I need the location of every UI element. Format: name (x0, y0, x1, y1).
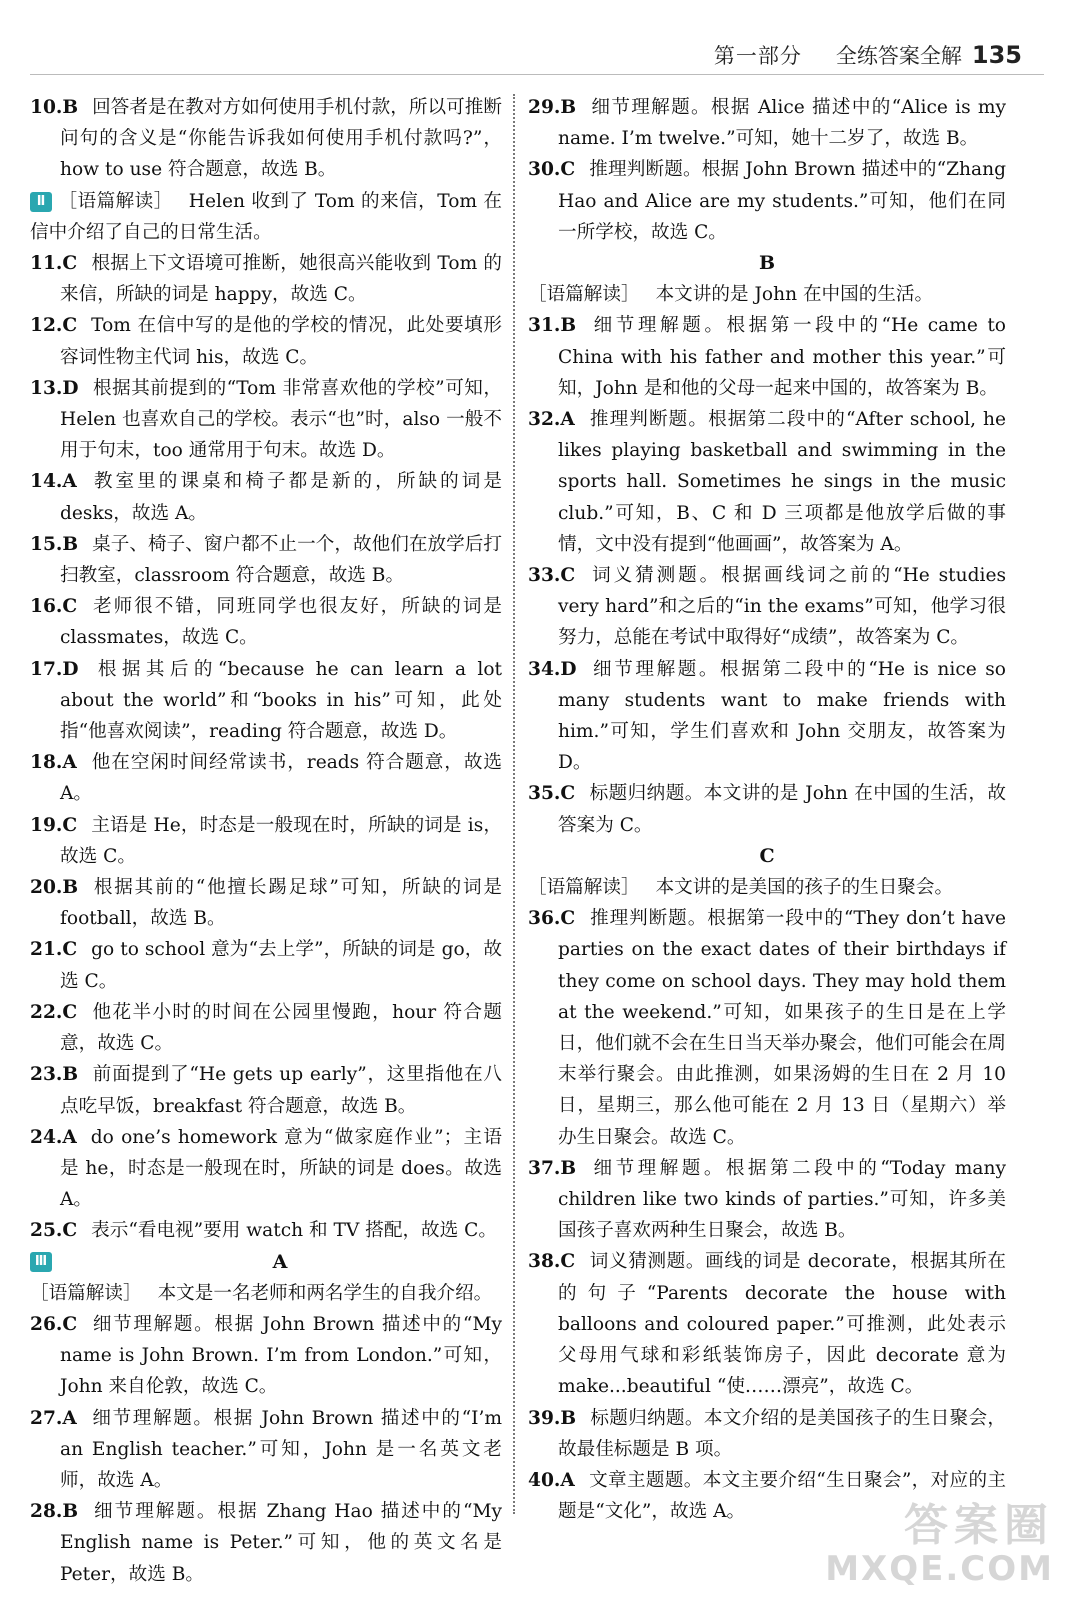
answer-number: 36.C (528, 908, 576, 930)
passage-summary (30, 186, 502, 248)
answer-explanation: 标题归纳题。本文讲的是 John 在中国的生活，故答案为 C。 (558, 783, 1006, 836)
answer-number: 37.B (528, 1157, 577, 1179)
answer-item (528, 310, 1006, 404)
answer-explanation: 文章主题题。本文主要介绍“生日聚会”，对应的主题是“文化”，故选 A。 (558, 1469, 1006, 1523)
answer-number: 23.B (30, 1064, 79, 1086)
answer-item (30, 934, 502, 996)
column-divider (513, 94, 515, 1514)
answer-item (528, 154, 1006, 248)
passage-summary (30, 1278, 502, 1309)
answer-explanation: Tom 在信中写的是他的学校的情况，此处要填形容词性物主代词 his，故选 C。 (60, 315, 502, 368)
answer-explanation: 细节理解题。根据第一段中的“He came to China with his father and mother this year.”可知，John 是和他的父母一起来中国的，故答案为 B。 (558, 315, 1006, 399)
answer-number: 14.A (30, 471, 77, 493)
answer-number: 25.C (30, 1220, 78, 1242)
watermark-logo: 答案圈 (904, 1500, 1054, 1551)
passage-summary (528, 279, 1006, 310)
answer-explanation: 细节理解题。根据 Zhang Hao 描述中的“My English name is Peter.”可知，他的英文名是 Peter，故选 B。 (60, 1501, 502, 1585)
answer-number: 30.C (528, 159, 576, 181)
answer-explanation: 回答者是在教对方如何使用手机付款，所以可推断问句的含义是“你能告诉我如何使用手机付款吗?”，how to use 符合题意，故选 B。 (60, 97, 502, 181)
answer-item (30, 1309, 502, 1403)
answer-item (528, 1403, 1006, 1465)
answer-explanation: 根据其前的“他擅长踢足球”可知，所缺的词是 football，故选 B。 (60, 877, 502, 930)
part-badge: Ⅲ (30, 1252, 52, 1272)
answer-number: 18.A (30, 752, 77, 774)
answer-number: 16.C (30, 596, 78, 618)
answer-item (30, 997, 502, 1059)
answer-number: 20.B (30, 877, 79, 899)
section-title (528, 248, 1006, 279)
answer-item (528, 654, 1006, 779)
answer-explanation: 细节理解题。根据 John Brown 描述中的“I’m an English teacher.”可知，John 是一名英文老师，故选 A。 (60, 1407, 502, 1491)
answer-number: 12.C (30, 315, 78, 337)
page-number: 135 (971, 41, 1022, 69)
answer-item (30, 1059, 502, 1121)
answer-number: 31.B (528, 315, 577, 337)
answer-item (30, 1496, 502, 1590)
answer-item (30, 466, 502, 528)
answer-item (30, 373, 502, 467)
answer-number: 11.C (30, 253, 78, 275)
answer-item (528, 1246, 1006, 1402)
answer-explanation: 根据其前提到的“Tom 非常喜欢他的学校”可知，Helen 也喜欢自己的学校。表示“也”时，also 一般不用于句末，too 通常用于句末。故选 D。 (60, 377, 502, 462)
answer-number: 40.A (528, 1469, 575, 1491)
answer-item (30, 810, 502, 872)
section-letter: A (272, 1250, 288, 1273)
answer-explanation: 前面提到了“He gets up early”，这里指他在八点吃早饭，breakfast 符合题意，故选 B。 (60, 1064, 502, 1117)
answer-item (30, 747, 502, 809)
answer-explanation: 他在空闲时间经常读书，reads 符合题意，故选 A。 (60, 752, 502, 805)
page-header (714, 40, 1022, 70)
answer-item (30, 310, 502, 372)
answer-item (528, 92, 1006, 154)
answer-explanation: 他花半小时的时间在公园里慢跑，hour 符合题意，故选 C。 (60, 1001, 502, 1055)
answer-explanation: 细节理解题。根据第二段中的“Today many children like two kinds of parties.”可知，许多美国孩子喜欢两种生日聚会，故选 B。 (558, 1157, 1006, 1242)
answer-number: 27.A (30, 1407, 77, 1429)
answer-item (528, 560, 1006, 654)
answer-item (30, 872, 502, 934)
answer-number: 39.B (528, 1407, 577, 1429)
summary-label: ［语篇解读］ (528, 877, 640, 899)
answer-number: 22.C (30, 1001, 78, 1023)
summary-text: 本文讲的是美国的孩子的生日聚会。 (655, 877, 954, 899)
answer-explanation: 细节理解题。根据第二段中的“He is nice so many students want to make friends with him.”可知，学生们喜欢和 John 交朋友，故答案为 D。 (558, 658, 1006, 774)
summary-text: 本文讲的是 John 在中国的生活。 (655, 284, 934, 306)
answer-item (30, 1403, 502, 1497)
answer-item (528, 1153, 1006, 1247)
answer-item (30, 248, 502, 310)
answer-number: 21.C (30, 939, 78, 961)
passage-summary (528, 872, 1006, 903)
summary-text: Helen 收到了 Tom 的来信，Tom 在信中介绍了自己的日常生活。 (30, 190, 502, 243)
answer-number: 28.B (30, 1501, 79, 1523)
answer-number: 34.D (528, 658, 577, 680)
answer-item (30, 654, 502, 748)
answer-explanation: go to school 意为“去上学”，所缺的词是 go，故选 C。 (60, 939, 502, 992)
answer-number: 38.C (528, 1251, 576, 1273)
answer-number: 10.B (30, 97, 79, 118)
part-badge: Ⅱ (30, 192, 52, 212)
answer-number: 15.B (30, 533, 79, 555)
watermark (825, 1500, 1054, 1589)
answer-item (528, 404, 1006, 560)
summary-label: ［语篇解读］ (58, 190, 173, 212)
answer-item (30, 92, 502, 186)
answer-explanation: 推理判断题。根据第二段中的“After school, he likes playing basketball and swimming in the sports hall. Sometimes he sings in the music club.”可知，B、C 和 D 三项都是他放学后做的事情，文中没有提到“他画画”，故答案为 A。 (558, 409, 1006, 555)
answer-explanation: 细节理解题。根据 John Brown 描述中的“My name is John Brown. I’m from London.”可知，John 来自伦敦，故选 C。 (60, 1313, 502, 1398)
answer-number: 24.A (30, 1126, 77, 1148)
answer-number: 32.A (528, 409, 575, 431)
answer-explanation: 主语是 He，时态是一般现在时，所缺的词是 is，故选 C。 (60, 814, 502, 867)
answer-item (30, 1215, 502, 1246)
answer-number: 35.C (528, 783, 576, 805)
answer-number: 17.D (30, 658, 79, 680)
section-letter: B (758, 252, 776, 275)
answer-item (30, 529, 502, 591)
answer-explanation: do one’s homework 意为“做家庭作业”；主语是 he，时态是一般现在时，所缺的词是 does。故选 A。 (60, 1126, 502, 1211)
summary-label: ［语篇解读］ (30, 1282, 142, 1304)
watermark-url: MXQE.COM (825, 1549, 1054, 1589)
answer-number: 19.C (30, 814, 78, 836)
answer-number: 26.C (30, 1313, 78, 1335)
answer-item (528, 903, 1006, 1153)
section-title (30, 1247, 502, 1278)
section-title (528, 841, 1006, 872)
answer-number: 33.C (528, 565, 576, 587)
answer-explanation: 推理判断题。根据第一段中的“They don’t have parties on the exact dates of their birthdays if they come on school days. They may hold them at the weekend.”可知，如果孩子的生日是在上学日，他们就不会在生日当天举办聚会，他们可能会在周末举行聚会。由此推测，如果汤姆的生日在 2 月 10 日，星期三，那么他可能在 2 月 13 日（星期六）举办生日聚会。故选 C。 (558, 908, 1006, 1148)
answer-explanation: 根据其后的“because he can learn a lot about the world”和“books in his”可知，此处指“他喜欢阅读”，reading 符合题意，故选 D。 (60, 658, 502, 743)
answer-explanation: 推理判断题。根据 John Brown 描述中的“Zhang Hao and Alice are my students.”可知，他们在同一所学校，故选 C。 (558, 159, 1006, 243)
summary-text: 本文是一名老师和两名学生的自我介绍。 (157, 1282, 493, 1304)
answer-item (30, 591, 502, 653)
header-part: 第一部分 (713, 44, 802, 68)
section-letter: C (759, 844, 775, 867)
answer-number: 29.B (528, 97, 577, 118)
answer-explanation: 标题归纳题。本文介绍的是美国孩子的生日聚会，故最佳标题是 B 项。 (558, 1407, 1006, 1460)
answer-explanation: 桌子、椅子、窗户都不止一个，故他们在放学后打扫教室，classroom 符合题意，故选 B。 (60, 533, 502, 587)
answer-explanation: 教室里的课桌和椅子都是新的，所缺的词是 desks，故选 A。 (60, 471, 502, 524)
answer-explanation: 词义猜测题。根据画线词之前的“He studies very hard”和之后的“in the exams”可知，他学习很努力，总能在考试中取得好“成绩”，故答案为 C。 (558, 565, 1006, 649)
answer-explanation: 老师很不错，同班同学也很友好，所缺的词是 classmates，故选 C。 (60, 596, 502, 649)
left-column (30, 92, 502, 1590)
answer-item (528, 778, 1006, 840)
right-column (528, 92, 1006, 1527)
answer-explanation: 词义猜测题。画线的词是 decorate，根据其所在的句子“Parents decorate the house with balloons and coloured paper.”可推测，此处表示父母用气球和彩纸装饰房子，因此 decorate 意为 make...beautiful “使……漂亮”，故选 C。 (558, 1251, 1006, 1398)
answer-explanation: 表示“看电视”要用 watch 和 TV 搭配，故选 C。 (91, 1220, 497, 1242)
answer-explanation: 根据上下文语境可推断，她很高兴能收到 Tom 的来信，所缺的词是 happy，故选 C。 (60, 253, 502, 306)
summary-label: ［语篇解读］ (528, 284, 640, 306)
header-section: 全练答案全解 (835, 44, 962, 68)
answer-item (30, 1122, 502, 1216)
header-divider (30, 74, 1044, 75)
answer-explanation: 细节理解题。根据 Alice 描述中的“Alice is my name. I’m twelve.”可知，她十二岁了，故选 B。 (558, 97, 1006, 150)
answer-number: 13.D (30, 377, 79, 399)
